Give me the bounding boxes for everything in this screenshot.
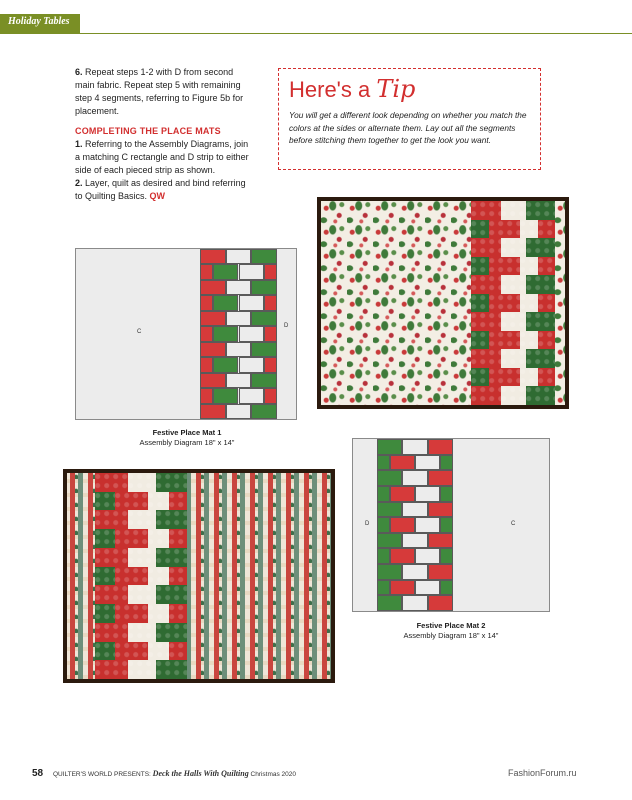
photo-strip-block xyxy=(115,492,148,511)
strip-piece xyxy=(377,486,390,502)
strip-piece xyxy=(377,502,402,518)
photo-strip-block xyxy=(169,529,187,548)
tip-box xyxy=(278,68,541,170)
photo-strip-block xyxy=(95,510,128,529)
step-2-text: Layer, quilt as desired and bind referring to Quilting Basics. xyxy=(75,178,246,201)
footer-title: Deck the Halls With Quilting xyxy=(152,769,249,778)
photo-strip-block xyxy=(520,294,538,313)
photo-strip-block xyxy=(128,585,156,604)
photo-strip-block xyxy=(526,275,555,294)
photo-strip-block xyxy=(501,201,526,220)
strip-piece xyxy=(200,264,213,279)
step-1-number: 1. xyxy=(75,139,83,149)
strip-piece xyxy=(251,280,277,295)
strip-piece xyxy=(213,357,239,372)
photo-strip-block xyxy=(169,604,187,623)
photo-strip-block xyxy=(489,257,519,276)
completing-heading: COMPLETING THE PLACE MATS xyxy=(75,126,221,136)
photo-strip-block xyxy=(95,529,115,548)
section-header-bar xyxy=(0,14,80,34)
strip-piece xyxy=(213,326,239,341)
strip-piece xyxy=(251,311,277,326)
photo-strip-block xyxy=(115,604,148,623)
strip-piece xyxy=(239,326,265,341)
strip-piece xyxy=(377,564,402,580)
diagram-2-label-d: D xyxy=(365,521,370,527)
place-mat-2-photo xyxy=(63,469,335,683)
strip-piece xyxy=(440,580,453,596)
photo-strip-block xyxy=(95,473,128,492)
photo-strip-block xyxy=(95,642,115,661)
photo-strip-block xyxy=(520,331,538,350)
strip-piece xyxy=(402,439,427,455)
photo-strip-block xyxy=(501,275,526,294)
assembly-diagram-2 xyxy=(352,438,550,612)
photo-strip-block xyxy=(489,220,519,239)
strip-piece xyxy=(390,455,415,471)
photo-strip-block xyxy=(115,642,148,661)
step-6 xyxy=(75,66,250,118)
strip-piece xyxy=(428,564,453,580)
strip-piece xyxy=(415,486,440,502)
strip-piece xyxy=(428,470,453,486)
photo-strip-block xyxy=(156,473,187,492)
photo-strip-block xyxy=(169,492,187,511)
strip-piece xyxy=(377,517,390,533)
assembly-diagram-1 xyxy=(75,248,297,420)
strip-piece xyxy=(415,548,440,564)
strip-piece xyxy=(402,595,427,611)
page-number: 58 xyxy=(32,768,44,779)
strip-piece xyxy=(200,342,226,357)
diagram-2-label-c: C xyxy=(511,521,516,527)
diagram-2-caption-sub: Assembly Diagram 18" x 14" xyxy=(403,631,499,640)
diagram-1-caption-title: Festive Place Mat 1 xyxy=(152,428,222,437)
place-mat-1-photo xyxy=(317,197,569,409)
photo-strip-block xyxy=(538,331,555,350)
photo-strip-block xyxy=(471,220,489,239)
photo-strip-block xyxy=(128,623,156,642)
step-1-text: Referring to the Assembly Diagrams, join a matching C rectangle and D strip to either side of each pieced strip as shown. xyxy=(75,139,249,175)
strip-piece xyxy=(415,455,440,471)
strip-piece xyxy=(377,548,390,564)
strip-piece xyxy=(200,295,213,310)
photo-strip-block xyxy=(501,386,526,405)
step-2 xyxy=(75,177,250,203)
step-1 xyxy=(75,138,250,177)
strip-piece xyxy=(264,295,277,310)
photo-strip-block xyxy=(148,492,168,511)
strip-piece xyxy=(377,580,390,596)
strip-piece xyxy=(213,264,239,279)
photo-strip-block xyxy=(148,567,168,586)
strip-piece xyxy=(440,517,453,533)
strip-piece xyxy=(200,404,226,419)
strip-piece xyxy=(226,404,252,419)
strip-piece xyxy=(402,502,427,518)
diagram-1-caption xyxy=(122,428,252,448)
strip-piece xyxy=(200,388,213,403)
photo-strip-block xyxy=(538,220,555,239)
photo-strip-block xyxy=(156,623,187,642)
page-footer xyxy=(32,768,296,779)
strip-piece xyxy=(200,311,226,326)
photo-strip-block xyxy=(95,567,115,586)
strip-piece xyxy=(200,357,213,372)
step-6-number: 6. xyxy=(75,67,83,77)
strip-piece xyxy=(251,249,277,264)
photo-strip-block xyxy=(471,238,501,257)
place-mat-2-photo-strip xyxy=(95,473,187,679)
photo-strip-block xyxy=(115,529,148,548)
step-6-text: Repeat steps 1-2 with D from second main fabric. Repeat step 5 with remaining step 4 segments, referring to Figure 5b for placement. xyxy=(75,67,244,116)
strip-piece xyxy=(415,517,440,533)
photo-strip-block xyxy=(128,473,156,492)
footer-issue: Christmas 2020 xyxy=(250,771,297,778)
photo-strip-block xyxy=(156,585,187,604)
photo-strip-block xyxy=(538,257,555,276)
strip-piece xyxy=(390,580,415,596)
diagram-1-caption-sub: Assembly Diagram 18" x 14" xyxy=(139,438,235,447)
photo-strip-block xyxy=(489,331,519,350)
photo-strip-block xyxy=(489,368,519,387)
photo-strip-block xyxy=(520,257,538,276)
photo-strip-block xyxy=(169,567,187,586)
photo-strip-block xyxy=(148,604,168,623)
photo-strip-block xyxy=(526,201,555,220)
photo-strip-block xyxy=(128,660,156,679)
strip-piece xyxy=(402,533,427,549)
footer-publisher: QUILTER'S WORLD PRESENTS: xyxy=(52,771,151,778)
photo-strip-block xyxy=(526,238,555,257)
strip-piece xyxy=(226,311,252,326)
strip-piece xyxy=(440,486,453,502)
instructions-column xyxy=(75,66,250,203)
photo-strip-block xyxy=(520,220,538,239)
photo-strip-block xyxy=(95,492,115,511)
photo-strip-block xyxy=(95,623,128,642)
photo-strip-block xyxy=(471,386,501,405)
strip-piece xyxy=(239,295,265,310)
photo-strip-block xyxy=(95,660,128,679)
photo-strip-block xyxy=(471,201,501,220)
strip-piece xyxy=(377,595,402,611)
tip-title-script: Tip xyxy=(376,75,416,103)
strip-piece xyxy=(239,357,265,372)
strip-piece xyxy=(440,548,453,564)
photo-strip-block xyxy=(148,642,168,661)
strip-piece xyxy=(440,455,453,471)
strip-piece xyxy=(390,486,415,502)
strip-piece xyxy=(239,388,265,403)
qw-signoff: QW xyxy=(149,191,166,201)
photo-strip-block xyxy=(128,510,156,529)
strip-piece xyxy=(390,548,415,564)
diagram-1-pieced-strip xyxy=(200,249,277,419)
photo-strip-block xyxy=(526,312,555,331)
strip-piece xyxy=(200,280,226,295)
photo-strip-block xyxy=(501,238,526,257)
strip-piece xyxy=(377,439,402,455)
place-mat-1-photo-strip xyxy=(471,201,555,405)
photo-strip-block xyxy=(156,510,187,529)
strip-piece xyxy=(251,342,277,357)
strip-piece xyxy=(415,580,440,596)
strip-piece xyxy=(428,595,453,611)
diagram-2-caption xyxy=(386,621,516,641)
strip-piece xyxy=(226,373,252,388)
strip-piece xyxy=(428,502,453,518)
strip-piece xyxy=(251,404,277,419)
strip-piece xyxy=(200,326,213,341)
photo-strip-block xyxy=(128,548,156,567)
strip-piece xyxy=(200,373,226,388)
watermark: FashionForum.ru xyxy=(508,768,577,778)
photo-strip-block xyxy=(471,275,501,294)
photo-strip-block xyxy=(520,368,538,387)
strip-piece xyxy=(200,249,226,264)
header-rule xyxy=(80,33,632,34)
photo-strip-block xyxy=(471,368,489,387)
strip-piece xyxy=(390,517,415,533)
strip-piece xyxy=(239,264,265,279)
photo-strip-block xyxy=(501,312,526,331)
tip-body: You will get a different look depending on whether you match the colors at the sides or alternate them. Lay out all the segments before stitching them together to get the look you want. xyxy=(289,110,527,145)
strip-piece xyxy=(264,264,277,279)
strip-piece xyxy=(428,533,453,549)
strip-piece xyxy=(213,388,239,403)
photo-strip-block xyxy=(526,349,555,368)
strip-piece xyxy=(402,470,427,486)
diagram-2-caption-title: Festive Place Mat 2 xyxy=(416,621,486,630)
strip-piece xyxy=(264,357,277,372)
photo-strip-block xyxy=(501,349,526,368)
photo-strip-block xyxy=(538,368,555,387)
photo-strip-block xyxy=(471,312,501,331)
strip-piece xyxy=(226,342,252,357)
strip-piece xyxy=(377,455,390,471)
photo-strip-block xyxy=(95,585,128,604)
photo-strip-block xyxy=(156,548,187,567)
photo-strip-block xyxy=(95,548,128,567)
strip-piece xyxy=(428,439,453,455)
tip-title xyxy=(289,75,415,103)
strip-piece xyxy=(226,280,252,295)
photo-strip-block xyxy=(169,642,187,661)
photo-strip-block xyxy=(148,529,168,548)
photo-strip-block xyxy=(95,604,115,623)
photo-strip-block xyxy=(471,349,501,368)
photo-strip-block xyxy=(489,294,519,313)
tip-title-prefix: Here's a xyxy=(289,77,377,102)
diagram-1-label-d: D xyxy=(284,323,289,329)
section-header: Holiday Tables xyxy=(8,16,70,27)
photo-strip-block xyxy=(526,386,555,405)
strip-piece xyxy=(264,388,277,403)
strip-piece xyxy=(251,373,277,388)
photo-strip-block xyxy=(156,660,187,679)
strip-piece xyxy=(377,533,402,549)
photo-strip-block xyxy=(471,331,489,350)
strip-piece xyxy=(213,295,239,310)
photo-strip-block xyxy=(471,294,489,313)
step-2-number: 2. xyxy=(75,178,83,188)
photo-strip-block xyxy=(115,567,148,586)
diagram-2-pieced-strip xyxy=(377,439,453,611)
strip-piece xyxy=(377,470,402,486)
strip-piece xyxy=(264,326,277,341)
photo-strip-block xyxy=(471,257,489,276)
diagram-1-label-c: C xyxy=(137,329,142,335)
strip-piece xyxy=(226,249,252,264)
photo-strip-block xyxy=(538,294,555,313)
strip-piece xyxy=(402,564,427,580)
